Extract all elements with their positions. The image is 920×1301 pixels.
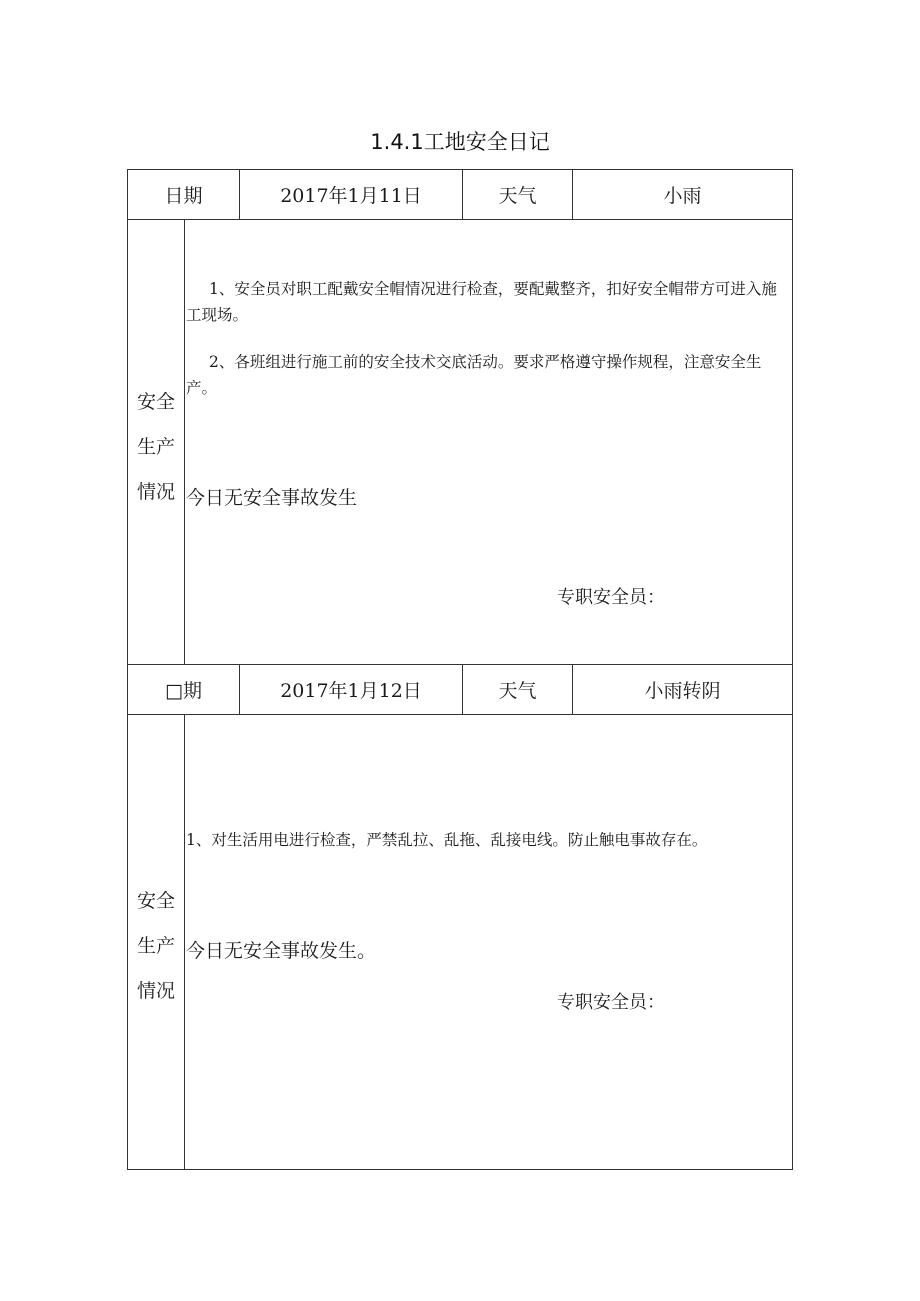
date-label: 日期 — [164, 185, 203, 207]
table-col-rule — [184, 714, 185, 1170]
section-label — [128, 380, 184, 515]
table-rule — [127, 219, 793, 220]
document-title: 1.4.1工地安全日记 — [370, 130, 550, 154]
safety-item: 2、各班组进行施工前的安全技术交底活动。要求严格遵守操作规程，注意安全生产。 — [186, 353, 762, 397]
section-label-line: 生产 — [136, 935, 175, 957]
section-label-line: 情况 — [136, 481, 175, 503]
section-label-line: 安全 — [136, 890, 175, 912]
weather-value: 小雨 — [663, 185, 702, 207]
section-label-line: 生产 — [136, 436, 175, 458]
table-rule — [127, 714, 793, 715]
daily-summary: 今日无安全事故发生。 — [186, 940, 377, 962]
weather-value: 小雨转阴 — [644, 680, 721, 702]
date-value: 2017年1月12日 — [280, 680, 422, 702]
table-border-bottom — [127, 1169, 793, 1170]
safety-officer-signature: 专职安全员： — [557, 587, 665, 608]
table-border-right — [792, 169, 793, 1170]
safety-officer-signature: 专职安全员： — [557, 992, 665, 1013]
section-label-line: 安全 — [136, 391, 175, 413]
section-label — [128, 879, 184, 1014]
date-label: □期 — [165, 680, 202, 702]
daily-summary: 今日无安全事故发生 — [186, 487, 358, 509]
weather-label: 天气 — [498, 680, 537, 702]
table-col-rule — [184, 219, 185, 665]
safety-item: 1、安全员对职工配戴安全帽情况进行检查，要配戴整齐，扣好安全帽带方可进入施工现场。 — [186, 280, 777, 324]
weather-label: 天气 — [498, 185, 537, 207]
section-label-line: 情况 — [136, 980, 175, 1002]
date-value: 2017年1月11日 — [280, 185, 422, 207]
safety-item: 1、对生活用电进行检查，严禁乱拉、乱拖、乱接电线。防止触电事故存在。 — [186, 831, 708, 849]
